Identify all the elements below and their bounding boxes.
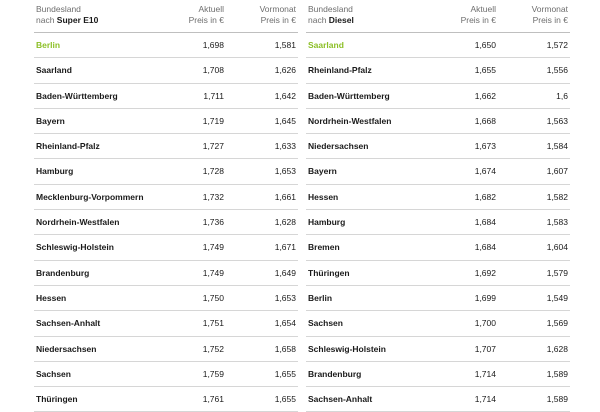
previous-month-price: 1,653 xyxy=(274,292,296,303)
table-row xyxy=(306,134,570,159)
current-price: 1,728 xyxy=(202,166,224,177)
previous-header-line2: Preis in € xyxy=(532,15,568,25)
previous-month-price: 1,607 xyxy=(546,166,568,177)
current-price: 1,761 xyxy=(202,394,224,405)
region-name: Hamburg xyxy=(36,166,74,177)
region-name: Sachsen xyxy=(36,368,71,379)
previous-month-price: 1,655 xyxy=(274,368,296,379)
current-price: 1,719 xyxy=(202,115,224,126)
current-price: 1,668 xyxy=(474,115,496,126)
previous-month-price: 1,642 xyxy=(274,90,296,101)
current-price: 1,684 xyxy=(474,217,496,228)
table-row xyxy=(306,33,570,58)
current-header-line2: Preis in € xyxy=(188,15,224,25)
current-price: 1,752 xyxy=(202,343,224,354)
fuel-type-label: Super E10 xyxy=(56,15,99,25)
current-price: 1,714 xyxy=(474,368,496,379)
current-price: 1,699 xyxy=(474,292,496,303)
previous-month-price: 1,572 xyxy=(546,40,568,50)
previous-month-price: 1,563 xyxy=(546,115,568,126)
region-header-line: Bundesland xyxy=(308,4,353,14)
previous-month-price: 1,633 xyxy=(274,141,296,152)
current-price: 1,759 xyxy=(202,368,224,379)
region-name: Baden-Württemberg xyxy=(36,90,118,101)
previous-month-price: 1,6 xyxy=(556,90,568,101)
current-price: 1,750 xyxy=(202,292,224,303)
region-name: Thüringen xyxy=(308,267,350,278)
table-row xyxy=(306,235,570,260)
current-price: 1,692 xyxy=(474,267,496,278)
current-price: 1,732 xyxy=(202,191,224,202)
previous-header-line2: Preis in € xyxy=(260,15,296,25)
current-price-column-header xyxy=(162,4,224,26)
current-price: 1,700 xyxy=(474,318,496,329)
region-name: Mecklenburg-Vorpommern xyxy=(36,191,144,202)
table-row xyxy=(306,159,570,184)
current-price: 1,749 xyxy=(202,267,224,278)
region-column-header xyxy=(308,4,426,26)
region-name: Nordrhein-Westfalen xyxy=(36,217,120,228)
region-name: Schleswig-Holstein xyxy=(36,242,114,253)
region-name: Hessen xyxy=(36,292,67,303)
table-header xyxy=(34,0,298,33)
region-name: Niedersachsen xyxy=(36,343,97,354)
previous-month-price: 1,626 xyxy=(274,65,296,76)
region-header-line: Bundesland xyxy=(36,4,81,14)
current-price: 1,655 xyxy=(474,65,496,76)
table-row xyxy=(34,362,298,387)
table-row xyxy=(306,261,570,286)
current-price: 1,684 xyxy=(474,242,496,253)
previous-month-price: 1,549 xyxy=(546,292,568,303)
previous-month-price: 1,604 xyxy=(546,242,568,253)
region-name: Rheinland-Pfalz xyxy=(36,141,100,152)
fuel-type-label: Diesel xyxy=(328,15,354,25)
table-row xyxy=(306,84,570,109)
region-name: Rheinland-Pfalz xyxy=(308,65,372,76)
previous-month-price: 1,649 xyxy=(274,267,296,278)
table-row xyxy=(306,311,570,336)
current-price-column-header xyxy=(434,4,496,26)
current-price: 1,714 xyxy=(474,394,496,405)
region-name: Bremen xyxy=(308,242,340,253)
region-header-prefix: nach xyxy=(308,15,329,25)
current-price: 1,674 xyxy=(474,166,496,177)
table-row xyxy=(34,33,298,58)
region-name: Thüringen xyxy=(36,394,78,405)
table-row xyxy=(306,58,570,83)
region-name: Bayern xyxy=(308,166,337,177)
previous-month-price: 1,589 xyxy=(546,394,568,405)
table-row xyxy=(34,84,298,109)
table-row xyxy=(34,286,298,311)
current-price: 1,708 xyxy=(202,65,224,76)
table-header xyxy=(306,0,570,33)
previous-month-price: 1,583 xyxy=(546,217,568,228)
table-row xyxy=(34,134,298,159)
region-name: Berlin xyxy=(308,292,333,303)
previous-month-price: 1,671 xyxy=(274,242,296,253)
previous-month-price: 1,661 xyxy=(274,191,296,202)
region-name: Sachsen-Anhalt xyxy=(36,318,101,329)
region-name: Saarland xyxy=(308,40,344,50)
diesel-table xyxy=(306,0,570,412)
region-name: Berlin xyxy=(36,40,61,50)
region-name: Hamburg xyxy=(308,217,346,228)
table-row xyxy=(306,362,570,387)
super-e10-table xyxy=(34,0,298,412)
current-price: 1,650 xyxy=(474,40,496,50)
current-header-line2: Preis in € xyxy=(460,15,496,25)
fuel-type-header xyxy=(308,15,426,26)
table-row xyxy=(34,261,298,286)
current-price: 1,736 xyxy=(202,217,224,228)
table-row xyxy=(34,235,298,260)
region-name: Baden-Württemberg xyxy=(308,90,390,101)
previous-month-price: 1,654 xyxy=(274,318,296,329)
previous-month-price: 1,584 xyxy=(546,141,568,152)
previous-month-price: 1,582 xyxy=(546,191,568,202)
current-price: 1,711 xyxy=(203,90,224,101)
region-name: Saarland xyxy=(36,65,72,76)
table-row xyxy=(34,58,298,83)
table-row xyxy=(34,311,298,336)
previous-month-price: 1,628 xyxy=(274,217,296,228)
table-row xyxy=(34,109,298,134)
previous-month-price: 1,653 xyxy=(274,166,296,177)
region-name: Sachsen-Anhalt xyxy=(308,394,373,405)
previous-month-price: 1,569 xyxy=(546,318,568,329)
previous-month-price: 1,556 xyxy=(546,65,568,76)
region-name: Brandenburg xyxy=(308,368,362,379)
table-row xyxy=(34,210,298,235)
previous-header-line1: Vormonat xyxy=(259,4,296,14)
region-name: Bayern xyxy=(36,115,65,126)
table-row xyxy=(34,185,298,210)
previous-header-line1: Vormonat xyxy=(531,4,568,14)
current-header-line1: Aktuell xyxy=(470,4,496,14)
table-row xyxy=(306,337,570,362)
current-price: 1,682 xyxy=(474,191,496,202)
previous-month-price: 1,579 xyxy=(546,267,568,278)
region-name: Brandenburg xyxy=(36,267,90,278)
current-price: 1,727 xyxy=(202,141,224,152)
fuel-type-header xyxy=(36,15,154,26)
region-name: Schleswig-Holstein xyxy=(308,343,386,354)
table-row xyxy=(306,109,570,134)
previous-month-column-header xyxy=(224,4,296,26)
previous-month-price: 1,589 xyxy=(546,368,568,379)
table-row xyxy=(306,185,570,210)
current-price: 1,698 xyxy=(202,40,224,50)
current-price: 1,707 xyxy=(474,343,496,354)
current-price: 1,749 xyxy=(202,242,224,253)
previous-month-price: 1,658 xyxy=(274,343,296,354)
current-price: 1,662 xyxy=(474,90,496,101)
region-name: Hessen xyxy=(308,191,339,202)
region-name: Niedersachsen xyxy=(308,141,369,152)
previous-month-price: 1,655 xyxy=(274,394,296,405)
current-header-line1: Aktuell xyxy=(198,4,224,14)
region-column-header xyxy=(36,4,154,26)
table-row xyxy=(306,286,570,311)
current-price: 1,751 xyxy=(202,318,224,329)
region-name: Sachsen xyxy=(308,318,343,329)
previous-month-price: 1,581 xyxy=(274,40,296,50)
region-header-prefix: nach xyxy=(36,15,57,25)
previous-month-price: 1,628 xyxy=(546,343,568,354)
table-row xyxy=(306,210,570,235)
previous-month-column-header xyxy=(496,4,568,26)
region-name: Nordrhein-Westfalen xyxy=(308,115,392,126)
previous-month-price: 1,645 xyxy=(274,115,296,126)
table-row xyxy=(34,159,298,184)
current-price: 1,673 xyxy=(474,141,496,152)
table-row xyxy=(34,337,298,362)
